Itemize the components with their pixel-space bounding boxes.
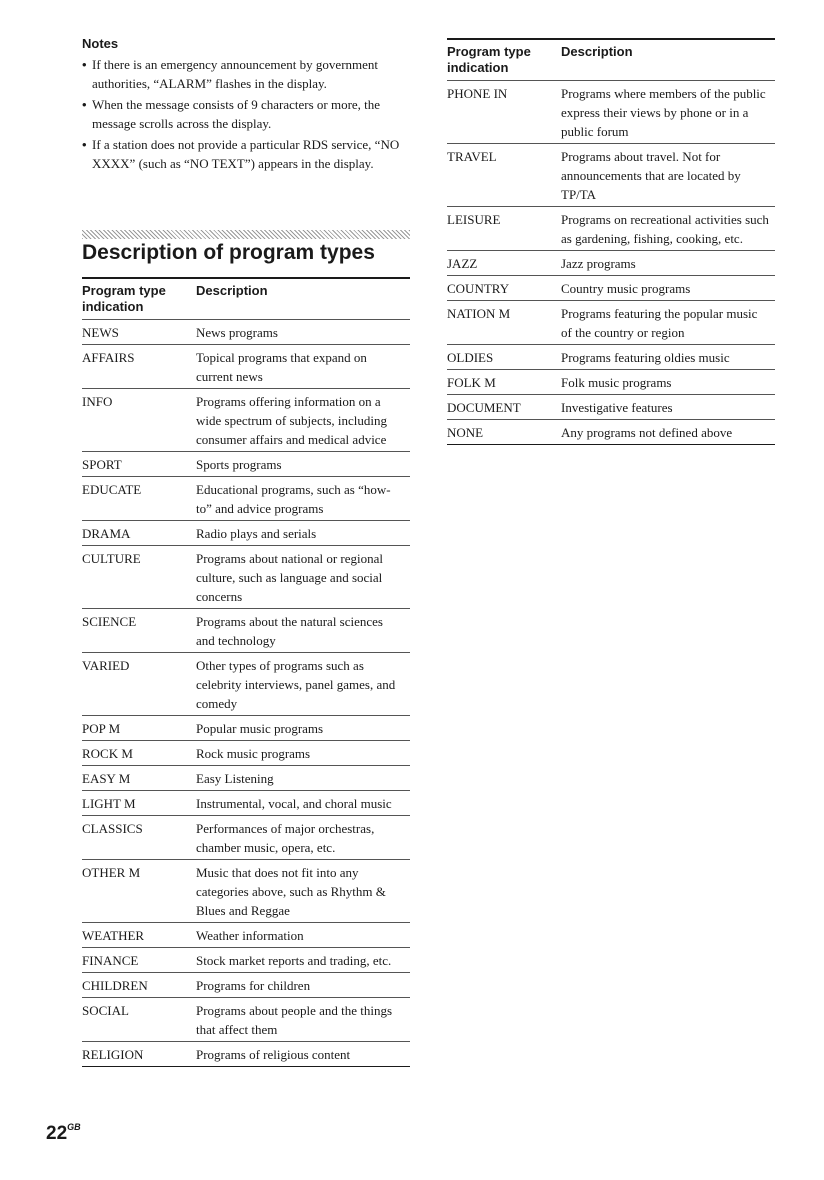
program-type-cell: EDUCATE: [82, 477, 196, 521]
page-number-value: 22: [46, 1123, 68, 1144]
description-cell: Programs of religious content: [196, 1042, 410, 1067]
description-cell: Music that does not fit into any categories above, such as Rhythm & Blues and Reggae: [196, 860, 410, 923]
description-cell: Programs for children: [196, 973, 410, 998]
program-type-cell: POP M: [82, 716, 196, 741]
table-row: [447, 370, 775, 395]
table-row: [82, 609, 410, 653]
program-types-table-right: [447, 38, 775, 445]
description-cell: Topical programs that expand on current news: [196, 345, 410, 389]
description-cell: Educational programs, such as “how-to” and advice programs: [196, 477, 410, 521]
program-type-cell: CLASSICS: [82, 816, 196, 860]
table-body-right: [447, 81, 775, 445]
table-row: [82, 741, 410, 766]
note-item: • When the message consists of 9 characters or more, the message scrolls across the display.: [82, 95, 412, 133]
program-type-cell: WEATHER: [82, 923, 196, 948]
program-type-cell: NEWS: [82, 320, 196, 345]
description-cell: News programs: [196, 320, 410, 345]
header-description: Description: [196, 278, 410, 320]
page-number: [46, 1122, 81, 1145]
note-item: • If there is an emergency announcement by government authorities, “ALARM” flashes in the display.: [82, 55, 412, 93]
table-row: [82, 816, 410, 860]
table-row: [82, 546, 410, 609]
program-type-cell: LIGHT M: [82, 791, 196, 816]
program-type-cell: CHILDREN: [82, 973, 196, 998]
description-cell: Programs about the natural sciences and technology: [196, 609, 410, 653]
header-description: Description: [561, 39, 775, 81]
program-type-cell: VARIED: [82, 653, 196, 716]
program-type-cell: OLDIES: [447, 345, 561, 370]
description-cell: Programs featuring oldies music: [561, 345, 775, 370]
notes-list: [82, 55, 412, 173]
table-row: [82, 477, 410, 521]
notes-title: Notes: [82, 36, 119, 51]
table-row: [82, 766, 410, 791]
header-program-type: Program type indication: [447, 39, 561, 81]
table-row: [447, 144, 775, 207]
table-body-left: [82, 320, 410, 1067]
program-type-cell: FINANCE: [82, 948, 196, 973]
table-row: [447, 420, 775, 445]
description-cell: Easy Listening: [196, 766, 410, 791]
table-row: [82, 791, 410, 816]
program-type-cell: LEISURE: [447, 207, 561, 251]
table-row: [447, 301, 775, 345]
program-type-cell: CULTURE: [82, 546, 196, 609]
description-cell: Country music programs: [561, 276, 775, 301]
program-type-cell: SPORT: [82, 452, 196, 477]
table-row: [82, 948, 410, 973]
description-cell: Stock market reports and trading, etc.: [196, 948, 410, 973]
program-type-cell: ROCK M: [82, 741, 196, 766]
description-cell: Performances of major orchestras, chamber music, opera, etc.: [196, 816, 410, 860]
program-type-cell: TRAVEL: [447, 144, 561, 207]
description-cell: Weather information: [196, 923, 410, 948]
program-type-cell: JAZZ: [447, 251, 561, 276]
note-item: • If a station does not provide a particular RDS service, “NO XXXX” (such as “NO TEXT”) appears in the display.: [82, 135, 412, 173]
table-row: [82, 716, 410, 741]
header-program-type: Program type indication: [82, 278, 196, 320]
description-cell: Programs on recreational activities such as gardening, fishing, cooking, etc.: [561, 207, 775, 251]
table-header-row: [82, 278, 410, 320]
section-title: Description of program types: [82, 241, 375, 264]
description-cell: Programs about national or regional culture, such as language and social concerns: [196, 546, 410, 609]
description-cell: Instrumental, vocal, and choral music: [196, 791, 410, 816]
program-types-table-left: [82, 277, 410, 1067]
program-type-cell: AFFAIRS: [82, 345, 196, 389]
description-cell: Programs about people and the things that affect them: [196, 998, 410, 1042]
description-cell: Any programs not defined above: [561, 420, 775, 445]
description-cell: Rock music programs: [196, 741, 410, 766]
program-type-cell: NATION M: [447, 301, 561, 345]
description-cell: Other types of programs such as celebrity interviews, panel games, and comedy: [196, 653, 410, 716]
description-cell: Sports programs: [196, 452, 410, 477]
table-row: [82, 345, 410, 389]
description-cell: Investigative features: [561, 395, 775, 420]
notes-block: [82, 36, 412, 175]
program-type-cell: OTHER M: [82, 860, 196, 923]
table-row: [447, 207, 775, 251]
program-type-cell: EASY M: [82, 766, 196, 791]
description-cell: Popular music programs: [196, 716, 410, 741]
program-type-cell: COUNTRY: [447, 276, 561, 301]
table-row: [447, 395, 775, 420]
description-cell: Programs about travel. Not for announcements that are located by TP/TA: [561, 144, 775, 207]
program-type-cell: DOCUMENT: [447, 395, 561, 420]
table-row: [82, 860, 410, 923]
program-type-cell: SCIENCE: [82, 609, 196, 653]
section-divider-pattern: [82, 230, 410, 239]
description-cell: Programs offering information on a wide spectrum of subjects, including consumer affairs and medical advice: [196, 389, 410, 452]
description-cell: Radio plays and serials: [196, 521, 410, 546]
program-type-cell: INFO: [82, 389, 196, 452]
description-cell: Programs where members of the public express their views by phone or in a public forum: [561, 81, 775, 144]
page-region-suffix: GB: [67, 1122, 81, 1132]
table-row: [82, 320, 410, 345]
program-type-cell: DRAMA: [82, 521, 196, 546]
program-type-cell: SOCIAL: [82, 998, 196, 1042]
description-cell: Jazz programs: [561, 251, 775, 276]
table-row: [82, 452, 410, 477]
table-row: [82, 998, 410, 1042]
table-row: [447, 81, 775, 144]
table-row: [82, 521, 410, 546]
program-type-cell: RELIGION: [82, 1042, 196, 1067]
program-type-cell: NONE: [447, 420, 561, 445]
table-row: [82, 923, 410, 948]
table-row: [82, 973, 410, 998]
table-row: [447, 276, 775, 301]
program-type-cell: FOLK M: [447, 370, 561, 395]
table-row: [82, 653, 410, 716]
table-header-row: [447, 39, 775, 81]
description-cell: Programs featuring the popular music of the country or region: [561, 301, 775, 345]
description-cell: Folk music programs: [561, 370, 775, 395]
table-row: [82, 389, 410, 452]
table-row: [82, 1042, 410, 1067]
program-type-cell: PHONE IN: [447, 81, 561, 144]
table-row: [447, 251, 775, 276]
table-row: [447, 345, 775, 370]
